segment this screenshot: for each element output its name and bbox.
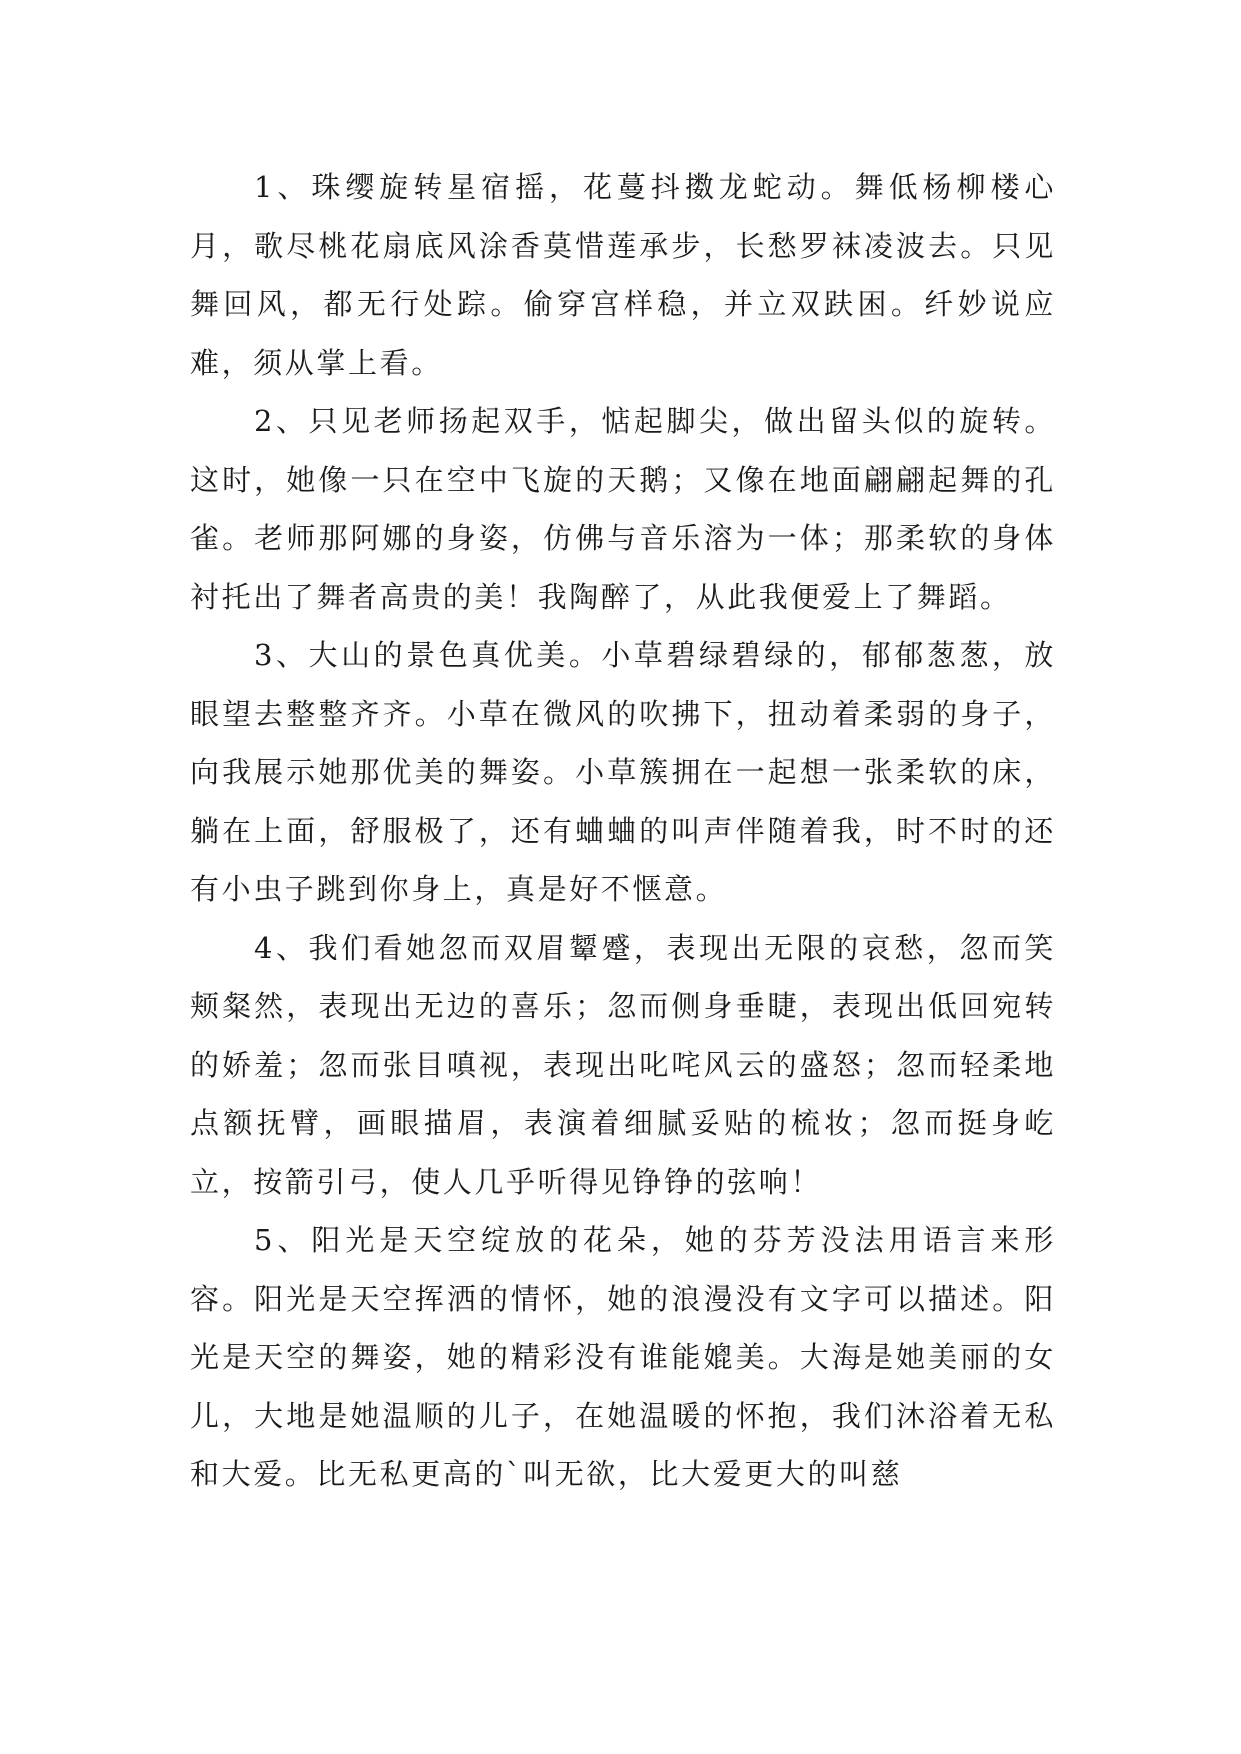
document-body	[190, 158, 1056, 1504]
paragraph-1: 1、珠缨旋转星宿摇，花蔓抖擞龙蛇动。舞低杨柳楼心月，歌尽桃花扇底风涂香莫惜莲承步，长愁罗袜凌波去。只见舞回风，都无行处踪。偷穿宫样稳，并立双趺困。纤妙说应难，须从掌上看。	[190, 170, 1056, 380]
paragraph-4: 4、我们看她忽而双眉颦蹙，表现出无限的哀愁，忽而笑颊粲然，表现出无边的喜乐；忽而侧身垂睫，表现出低回宛转的娇羞；忽而张目嗔视，表现出叱咤风云的盛怒；忽而轻柔地点额抚臂，画眼描眉，表演着细腻妥贴的梳妆；忽而挺身屹立，按箭引弓，使人几乎听得见铮铮的弦响！	[190, 930, 1056, 1199]
paragraph-2: 2、只见老师扬起双手，惦起脚尖，做出留头似的旋转。这时，她像一只在空中飞旋的天鹅；又像在地面翩翩起舞的孔雀。老师那阿娜的身姿，仿佛与音乐溶为一体；那柔软的身体衬托出了舞者高贵的美！我陶醉了，从此我便爱上了舞蹈。	[190, 404, 1056, 614]
paragraph-3: 3、大山的景色真优美。小草碧绿碧绿的，郁郁葱葱，放眼望去整整齐齐。小草在微风的吹拂下，扭动着柔弱的身子，向我展示她那优美的舞姿。小草簇拥在一起想一张柔软的床，躺在上面，舒服极了，还有蛐蛐的叫声伴随着我，时不时的还有小虫子跳到你身上，真是好不惬意。	[190, 638, 1056, 906]
paragraph-5: 5、阳光是天空绽放的花朵，她的芬芳没法用语言来形容。阳光是天空挥洒的情怀，她的浪漫没有文字可以描述。阳光是天空的舞姿，她的精彩没有谁能媲美。大海是她美丽的女儿，大地是她温顺的儿子，在她温暖的怀抱，我们沐浴着无私和大爱。比无私更高的`叫无欲，比大爱更大的叫慈	[190, 1223, 1056, 1491]
